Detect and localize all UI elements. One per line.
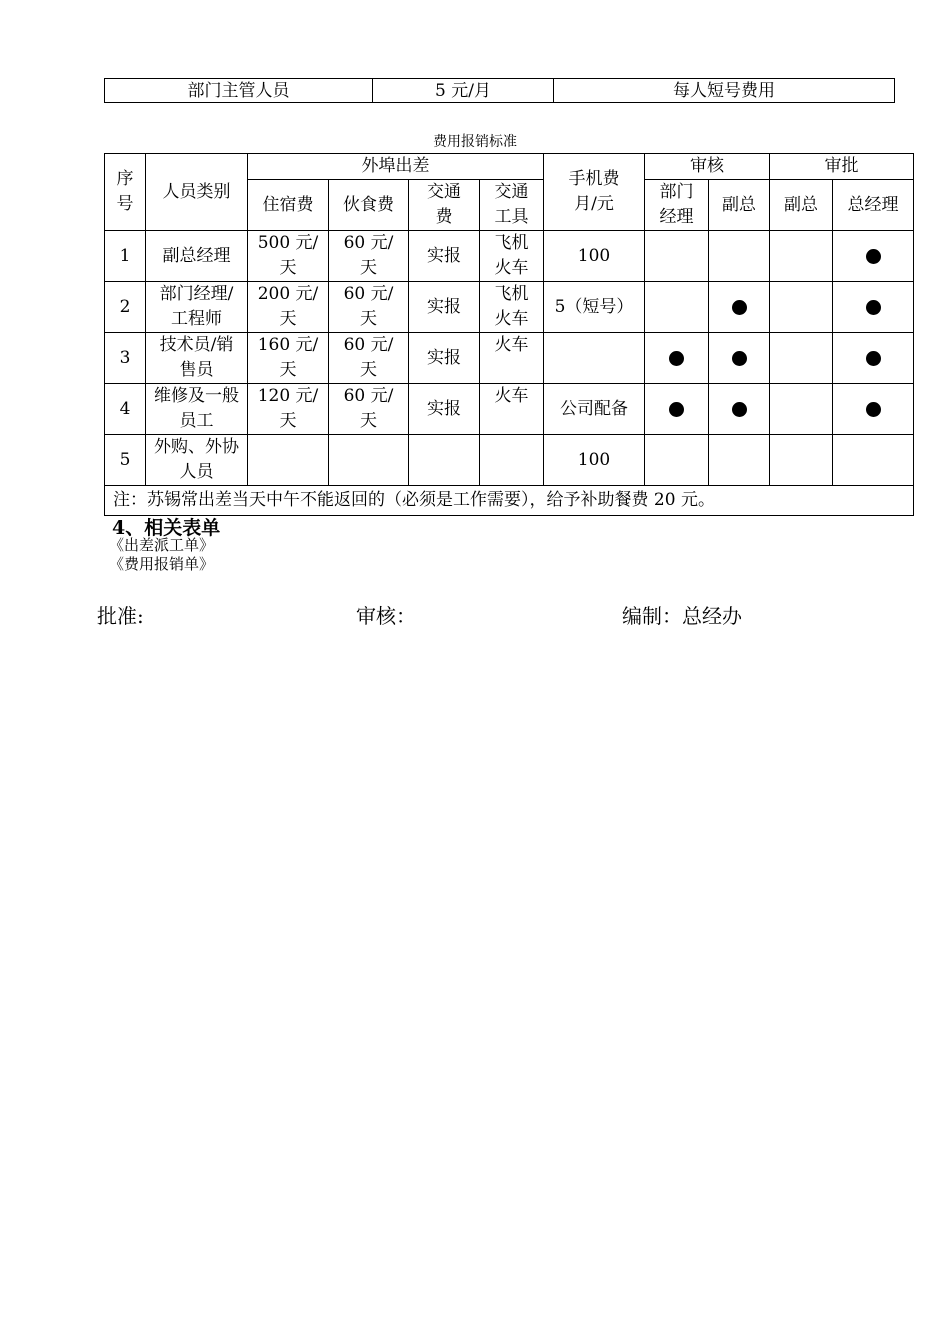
cell-meals: [329, 435, 409, 486]
cell-review-vp: [709, 231, 770, 282]
cell-transport-mode: 飞机火车: [480, 231, 544, 282]
category-cell: 部门主管人员: [105, 79, 373, 103]
cell-category: 维修及一般员工: [146, 384, 248, 435]
cell-review-dept: [645, 231, 709, 282]
header-review-group: 审核: [645, 154, 770, 180]
cell-seq: 2: [105, 282, 146, 333]
table-note: 注：苏锡常出差当天中午不能返回的（必须是工作需要），给予补助餐费 20 元。: [105, 486, 914, 516]
cell-transport-mode: 火车: [480, 384, 544, 435]
header-meals: 伙食费: [329, 180, 409, 231]
header-transport-fee: 交通费: [409, 180, 480, 231]
cell-approve-vp: [770, 333, 833, 384]
cell-approve-vp: [770, 435, 833, 486]
cell-review-vp: [709, 282, 770, 333]
cell-transport-fee: 实报: [409, 282, 480, 333]
header-review-vp: 副总: [709, 180, 770, 231]
check-dot-icon: [866, 402, 881, 417]
signature-approve: 批准:: [97, 604, 144, 628]
cell-category: 部门经理/工程师: [146, 282, 248, 333]
phone-allowance-row-table: [104, 78, 895, 103]
cell-approve-gm: [833, 333, 914, 384]
cell-seq: 3: [105, 333, 146, 384]
note-row: [105, 486, 914, 516]
cell-approve-gm: [833, 282, 914, 333]
cell-lodging: 160 元/天: [248, 333, 329, 384]
cell-lodging: 200 元/天: [248, 282, 329, 333]
check-dot-icon: [732, 300, 747, 315]
cell-transport-fee: [409, 435, 480, 486]
form-item: 《费用报销单》: [109, 555, 215, 573]
header-seq: 序号: [105, 154, 146, 231]
check-dot-icon: [732, 402, 747, 417]
header-approve-gm: 总经理: [833, 180, 914, 231]
cell-approve-gm: [833, 435, 914, 486]
header-review-dept: 部门经理: [645, 180, 709, 231]
cell-lodging: [248, 435, 329, 486]
cell-category: 技术员/销售员: [146, 333, 248, 384]
cell-review-dept: [645, 435, 709, 486]
table-row: [105, 435, 914, 486]
cell-review-vp: [709, 435, 770, 486]
cell-category: 外购、外协人员: [146, 435, 248, 486]
table-caption: 费用报销标准: [433, 134, 517, 150]
cell-seq: 1: [105, 231, 146, 282]
cell-transport-fee: 实报: [409, 231, 480, 282]
check-dot-icon: [866, 249, 881, 264]
cell-lodging: 500 元/天: [248, 231, 329, 282]
cell-review-dept: [645, 282, 709, 333]
cell-seq: 5: [105, 435, 146, 486]
cell-transport-mode: 飞机火车: [480, 282, 544, 333]
header-lodging: 住宿费: [248, 180, 329, 231]
cell-meals: 60 元/天: [329, 384, 409, 435]
cell-phone: 5（短号）: [544, 282, 645, 333]
header-category: 人员类别: [146, 154, 248, 231]
header-transport-mode: 交通工具: [480, 180, 544, 231]
cell-meals: 60 元/天: [329, 282, 409, 333]
form-item: 《出差派工单》: [109, 536, 215, 554]
amount-cell: 5 元/月: [373, 79, 554, 103]
check-dot-icon: [669, 351, 684, 366]
check-dot-icon: [866, 351, 881, 366]
cell-category: 副总经理: [146, 231, 248, 282]
check-dot-icon: [866, 300, 881, 315]
header-row-1: [105, 154, 914, 180]
cell-transport-mode: 火车: [480, 333, 544, 384]
header-phone: 手机费月/元: [544, 154, 645, 231]
cell-approve-gm: [833, 384, 914, 435]
table-body: [105, 231, 914, 486]
cell-meals: 60 元/天: [329, 231, 409, 282]
cell-phone: 公司配备: [544, 384, 645, 435]
cell-transport-mode: [480, 435, 544, 486]
table-row: [105, 333, 914, 384]
cell-approve-vp: [770, 282, 833, 333]
header-travel-group: 外埠出差: [248, 154, 544, 180]
expense-standard-table: [104, 153, 914, 516]
signature-review: 审核：: [356, 604, 416, 628]
cell-transport-fee: 实报: [409, 384, 480, 435]
header-approve-vp: 副总: [770, 180, 833, 231]
cell-phone: 100: [544, 231, 645, 282]
cell-review-vp: [709, 333, 770, 384]
check-dot-icon: [732, 351, 747, 366]
table-row: [105, 79, 895, 103]
cell-lodging: 120 元/天: [248, 384, 329, 435]
cell-approve-vp: [770, 384, 833, 435]
table-row: [105, 231, 914, 282]
table-row: [105, 282, 914, 333]
cell-meals: 60 元/天: [329, 333, 409, 384]
section-title: 4、相关表单: [112, 517, 221, 539]
cell-phone: 100: [544, 435, 645, 486]
check-dot-icon: [669, 402, 684, 417]
cell-seq: 4: [105, 384, 146, 435]
cell-approve-gm: [833, 231, 914, 282]
cell-review-dept: [645, 333, 709, 384]
signature-prepare: 编制：总经办: [622, 604, 742, 628]
cell-transport-fee: 实报: [409, 333, 480, 384]
header-approve-group: 审批: [770, 154, 914, 180]
cell-review-dept: [645, 384, 709, 435]
cell-phone: [544, 333, 645, 384]
cell-review-vp: [709, 384, 770, 435]
table-row: [105, 384, 914, 435]
cell-approve-vp: [770, 231, 833, 282]
note-cell: 每人短号费用: [554, 79, 895, 103]
